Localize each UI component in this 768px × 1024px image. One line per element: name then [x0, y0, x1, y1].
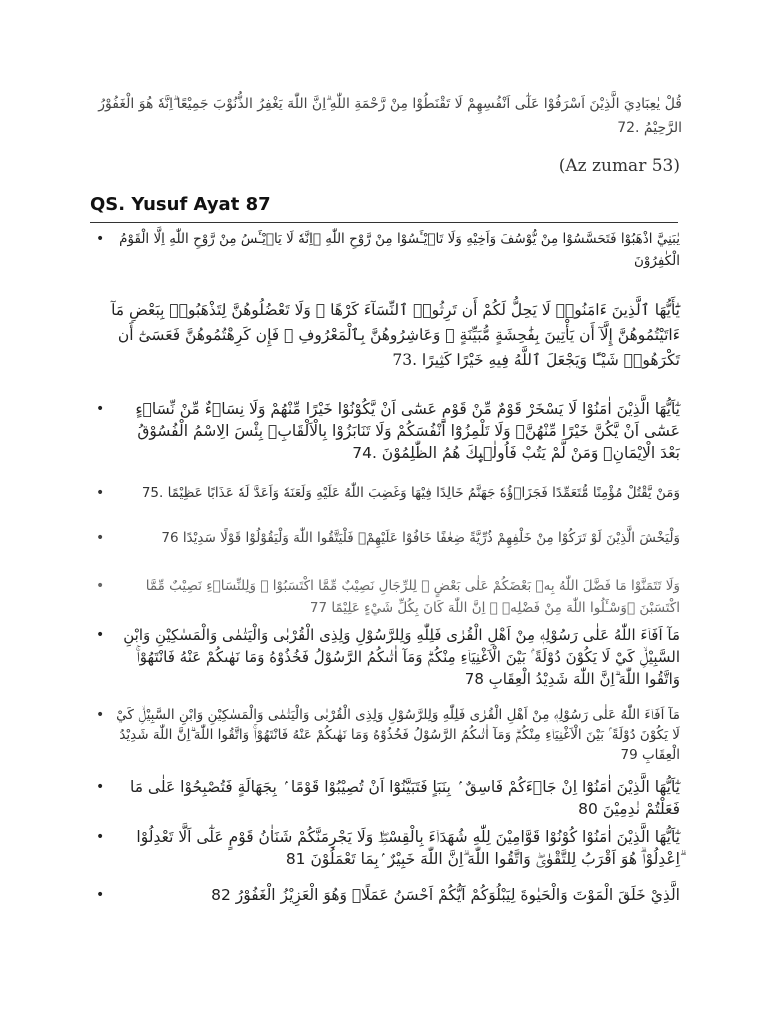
- list-item-yusuf: [90, 228, 680, 272]
- list-item-75: [90, 482, 680, 504]
- verse-81-text: يٰٓاَيُّهَا الَّذِيْنَ اٰمَنُوْا كُوْنُوْا قَوَّامِيْنَ لِلّٰهِ شُهَدَاۤءَ بِالْقِسْطِۖ وَلَا يَجْرِمَنَّكُمْ شَنَاٰنُ قَوْمٍ عَلٰٓى اَلَّا تَعْدِلُوْا ۗاِعْدِلُوْاۗ هُوَ اَقْرَبُ لِلتَّقْوٰىۖ وَاتَّقُوا اللّٰهَ ۗاِنَّ اللّٰهَ خَبِيْرٌ ۢبِمَا تَعْمَلُوْنَ 81: [136, 828, 680, 868]
- bullet-icon: •: [96, 530, 105, 546]
- bullet-icon: •: [96, 401, 105, 417]
- verse-80-text: يٰٓاَيُّهَا الَّذِيْنَ اٰمَنُوْٓا اِنْ جَاۤءَكُمْ فَاسِقٌ ۢ بِنَبَاٍ فَتَبَيَّنُوْٓا اَنْ تُصِيْبُوْا قَوْمًا ۢ بِجَهَالَةٍ فَتُصْبِحُوْا عَلٰى مَا فَعَلْتُمْ نٰدِمِيْنَ 80: [129, 778, 680, 818]
- heading-divider: [90, 222, 678, 223]
- verse-72-text: قُلْ يٰعِبَادِيَ الَّذِيْنَ اَسْرَفُوْا عَلٰٓى اَنْفُسِهِمْ لَا تَقْنَطُوْا مِنْ رَّحْمَةِ اللّٰهِ ۗاِنَّ اللّٰهَ يَغْفِرُ الذُّنُوْبَ جَمِيْعًا ۗاِنَّهٗ هُوَ الْغَفُوْرُ الرَّحِيْمُ .72: [98, 96, 682, 136]
- list-item-81: [90, 826, 680, 870]
- list-item-76: [90, 528, 680, 548]
- verse-82-text: الَّذِيْ خَلَقَ الْمَوْتَ وَالْحَيٰوةَ لِيَبْلُوَكُمْ اَيُّكُمْ اَحْسَنُ عَمَلًاۗ وَهُوَ الْعَزِيْزُ الْغَفُوْرُ 82: [211, 886, 680, 904]
- list-item-79: [90, 705, 680, 765]
- citation-az-zumar: (Az zumar 53): [558, 156, 680, 176]
- list-item-80: [90, 776, 680, 820]
- bullet-icon: •: [96, 779, 105, 795]
- section-heading: QS. Yusuf Ayat 87: [90, 194, 271, 215]
- list-item-78: [90, 624, 680, 690]
- bullet-icon: •: [96, 578, 105, 594]
- bullet-icon: •: [96, 707, 105, 723]
- verse-73-text: يَٰٓأَيُّهَا ٱلَّذِينَ ءَامَنُوا۟ لَا يَحِلُّ لَكُمْ أَن تَرِثُوا۟ ٱلنِّسَآءَ كَرْهًا ۖ وَلَا تَعْضُلُوهُنَّ لِتَذْهَبُوا۟ بِبَعْضِ مَآ ءَاتَيْتُمُوهُنَّ إِلَّآ أَن يَأْتِينَ بِفَٰحِشَةٍ مُّبَيِّنَةٍ ۚ وَعَاشِرُوهُنَّ بِٱلْمَعْرُوفِ ۚ فَإِن كَرِهْتُمُوهُنَّ فَعَسَىٰٓ أَن تَكْرَهُوا۟ شَيْـًٔا وَيَجْعَلَ ٱللَّهُ فِيهِ خَيْرًا كَثِيرًا .73: [111, 301, 680, 369]
- verse-yusuf-text: يٰبَنِيَّ اذْهَبُوْا فَتَحَسَّسُوْا مِنْ يُّوْسُفَ وَاَخِيْهِ وَلَا تَا۟يْـَٔسُوْا مِنْ رَّوْحِ اللّٰهِ ۗاِنَّهٗ لَا يَا۟يْـَٔسُ مِنْ رَّوْحِ اللّٰهِ اِلَّا الْقَوْمُ الْكٰفِرُوْنَ: [119, 231, 680, 269]
- bullet-icon: •: [96, 887, 105, 903]
- list-item-74: [90, 398, 680, 464]
- bullet-icon: •: [96, 829, 105, 845]
- bullet-icon: •: [96, 231, 105, 247]
- bullet-icon: •: [96, 627, 105, 643]
- verse-77-text: وَلَا تَتَمَنَّوْا مَا فَضَّلَ اللّٰهُ بِهٖ بَعْضَكُمْ عَلٰى بَعْضٍ ۗ لِلرِّجَالِ نَصِيْبٌ مِّمَّا اكْتَسَبُوْا ۗ وَلِلنِّسَاۤءِ نَصِيْبٌ مِّمَّا اكْتَسَبْنَ ۗوَسْـَٔلُوا اللّٰهَ مِنْ فَضْلِهٖ ۗ اِنَّ اللّٰهَ كَانَ بِكُلِّ شَيْءٍ عَلِيْمًا 77: [145, 578, 680, 616]
- bullet-icon: •: [96, 485, 105, 501]
- verse-75-text: وَمَنْ يَّقْتُلْ مُؤْمِنًا مُّتَعَمِّدًا فَجَزَاۤؤُهٗ جَهَنَّمُ خَالِدًا فِيْهَا وَغَضِبَ اللّٰهُ عَلَيْهِ وَلَعَنَهٗ وَاَعَدَّ لَهٗ عَذَابًا عَظِيْمًا .75: [141, 485, 680, 501]
- verse-79-text: مَآ اَفَاۤءَ اللّٰهُ عَلٰى رَسُوْلِهٖ مِنْ اَهْلِ الْقُرٰى فَلِلّٰهِ وَلِلرَّسُوْلِ وَلِذِى الْقُرْبٰى وَالْيَتٰمٰى وَالْمَسٰكِيْنِ وَابْنِ السَّبِيْلِۙ كَيْ لَا يَكُوْنَ دُوْلَةً ۢ بَيْنَ الْاَغْنِيَاۤءِ مِنْكُمْۗ وَمَآ اٰتٰىكُمُ الرَّسُوْلُ فَخُذُوْهُ وَمَا نَهٰىكُمْ عَنْهُ فَانْتَهُوْاۚ وَاتَّقُوا اللّٰهَ ۗاِنَّ اللّٰهَ شَدِيْدُ الْعِقَابِ 79: [116, 707, 680, 763]
- verse-78-text: مَآ اَفَاۤءَ اللّٰهُ عَلٰى رَسُوْلِهٖ مِنْ اَهْلِ الْقُرٰى فَلِلّٰهِ وَلِلرَّسُوْلِ وَلِذِى الْقُرْبٰى وَالْيَتٰمٰى وَالْمَسٰكِيْنِ وَابْنِ السَّبِيْلِۙ كَيْ لَا يَكُوْنَ دُوْلَةً ۢ بَيْنَ الْاَغْنِيَاۤءِ مِنْكُمْۗ وَمَآ اٰتٰىكُمُ الرَّسُوْلُ فَخُذُوْهُ وَمَا نَهٰىكُمْ عَنْهُ فَانْتَهُوْاۚ وَاتَّقُوا اللّٰهَ ۗاِنَّ اللّٰهَ شَدِيْدُ الْعِقَابِ 78: [123, 626, 680, 688]
- verse-76-text: وَلْيَخْشَ الَّذِيْنَ لَوْ تَرَكُوْا مِنْ خَلْفِهِمْ ذُرِّيَّةً ضِعٰفًا خَافُوْا عَلَيْهِمْۖ فَلْيَتَّقُوا اللّٰهَ وَلْيَقُوْلُوْا قَوْلًا سَدِيْدًا 76: [161, 530, 680, 546]
- list-item-77: [90, 575, 680, 619]
- verse-74-text: يٰٓاَيُّهَا الَّذِيْنَ اٰمَنُوْا لَا يَسْخَرْ قَوْمٌ مِّنْ قَوْمٍ عَسٰٓى اَنْ يَّكُوْنُوْا خَيْرًا مِّنْهُمْ وَلَا نِسَاۤءٌ مِّنْ نِّسَاۤءٍ عَسٰٓى اَنْ يَّكُنَّ خَيْرًا مِّنْهُنَّۚ وَلَا تَلْمِزُوْٓا اَنْفُسَكُمْ وَلَا تَنَابَزُوْا بِالْاَلْقَابِۗ بِئْسَ الِاسْمُ الْفُسُوْقُ بَعْدَ الْاِيْمَانِۚ وَمَنْ لَّمْ يَتُبْ فَاُولٰۤىِٕكَ هُمُ الظّٰلِمُوْنَ .74: [135, 400, 680, 462]
- list-item-82: [90, 884, 680, 906]
